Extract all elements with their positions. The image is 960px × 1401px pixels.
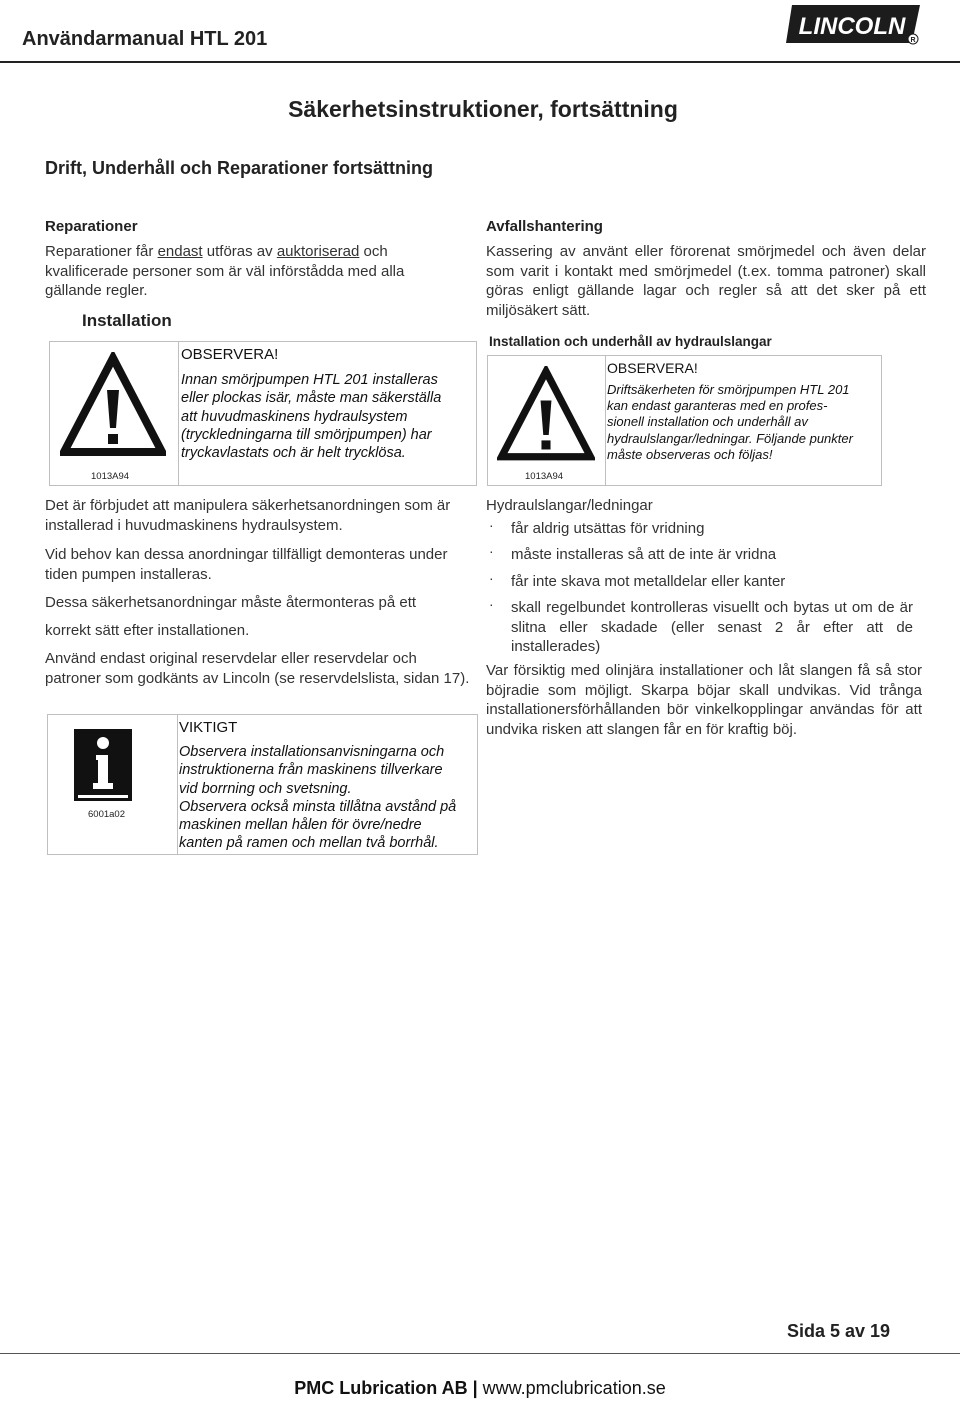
- bullet-dot: ·: [489, 596, 494, 612]
- paragraph-remount: Dessa säkerhetsanordningar måste återmonteras på ett: [45, 594, 417, 611]
- footer-separator: |: [467, 1378, 483, 1398]
- section-heading: Drift, Underhåll och Reparationer fortsättning: [45, 158, 434, 178]
- hoses-note: Var försiktig med olinjära installationer och låt slangen få så stor böjradie som möjligt. Skarpa böjar skall undvikas. Vid trånga installationersförhållanden bör vinkelkopplingar användas för att undvika risken att slangen får en för kraftig böj.: [486, 662, 922, 738]
- important-heading: VIKTIGT: [179, 719, 238, 736]
- installation-figure-title: Installation: [82, 311, 172, 330]
- lincoln-logo: [786, 3, 920, 47]
- installation-warning-box: [49, 341, 477, 486]
- logo-text: LINCOLN: [798, 13, 906, 40]
- registered-mark: R: [910, 37, 916, 44]
- hose-figure-title: Installation och underhåll av hydraulslangar: [489, 334, 772, 349]
- hoses-title: Hydraulslangar/ledningar: [486, 497, 653, 514]
- repairs-text: Reparationer får endast utföras av auktoriserad och kvalificerade personer som är väl införstådda med alla gällande regler.: [45, 243, 405, 299]
- bullet-dot: ·: [489, 570, 494, 586]
- warning-icon-cell: [488, 356, 606, 485]
- info-icon-cell: [48, 715, 178, 854]
- info-book-icon: [74, 729, 132, 801]
- header-rule: [0, 61, 960, 63]
- paragraph-manipulation: Det är förbjudet att manipulera säkerhetsanordningen som är installerad i huvudmaskinens hydraulsystem.: [45, 497, 451, 534]
- warning-text: Innan smörjpumpen HTL 201 installeras eller plockas isär, måste man säkerställa att huvudmaskinens hydraulsystem (tryckledningarna till smörjpumpen) har tryckavlastats och är helt trycklösa.: [181, 372, 442, 462]
- important-text: Observera installationsanvisningarna och instruktionerna från maskinens tillverkare vid borrning och svetsning. Observera också minsta tillåtna avstånd på maskinen mellan hålen för övre/nedre kanten på ramen och mellan två borrhål.: [179, 744, 457, 852]
- warning-triangle-icon: [497, 366, 595, 464]
- hose-warning-box: [487, 355, 882, 486]
- bullet-dot: ·: [489, 543, 494, 559]
- underlined-auktoriserad: auktoriserad: [276, 243, 360, 260]
- page-number: Sida 5 av 19: [787, 1321, 891, 1341]
- figure-code: 1013A94: [525, 471, 564, 482]
- repairs-title: Reparationer: [45, 218, 138, 235]
- page-title: Säkerhetsinstruktioner, fortsättning: [288, 96, 678, 122]
- warning-heading: OBSERVERA!: [181, 346, 279, 363]
- warning-triangle-icon: [60, 352, 166, 460]
- footer: [0, 1378, 960, 1399]
- bullet-dot: ·: [489, 517, 494, 533]
- important-info-box: [47, 714, 478, 855]
- footer-url[interactable]: www.pmclubrication.se: [482, 1378, 666, 1398]
- underlined-endast: endast: [157, 243, 203, 260]
- figure-code: 1013A94: [91, 471, 130, 482]
- manual-title: Användarmanual HTL 201: [22, 28, 268, 50]
- warning-icon-cell: [50, 342, 179, 485]
- waste-title: Avfallshantering: [486, 218, 603, 235]
- paragraph-spare-parts: Använd endast original reservdelar eller reservdelar och patroner som godkänts av Lincoln (se reservdelslista, sidan 17).: [45, 650, 470, 687]
- warning-heading: OBSERVERA!: [607, 360, 698, 376]
- footer-rule: [0, 1353, 960, 1354]
- warning-text: Driftsäkerheten för smörjpumpen HTL 201 kan endast garanteras med en profes- sionell installation och underhåll av hydraulslangar/ledningar. Följande punkter måste observeras och följas!: [607, 382, 853, 462]
- waste-text: Kassering av använt eller förorenat smörjmedel och även delar som varit i kontakt med smörjmedel (t.ex. tomma patroner) skall göras enligt gällande lagar och regler så att det sker på ett miljösäkert sätt.: [486, 243, 926, 319]
- footer-company: PMC Lubrication AB: [294, 1378, 468, 1398]
- paragraph-demount: Vid behov kan dessa anordningar tillfälligt demonteras under tiden pumpen installeras.: [45, 546, 448, 583]
- figure-code: 6001a02: [88, 809, 125, 820]
- paragraph-remount-cont: korrekt sätt efter installationen.: [45, 622, 250, 639]
